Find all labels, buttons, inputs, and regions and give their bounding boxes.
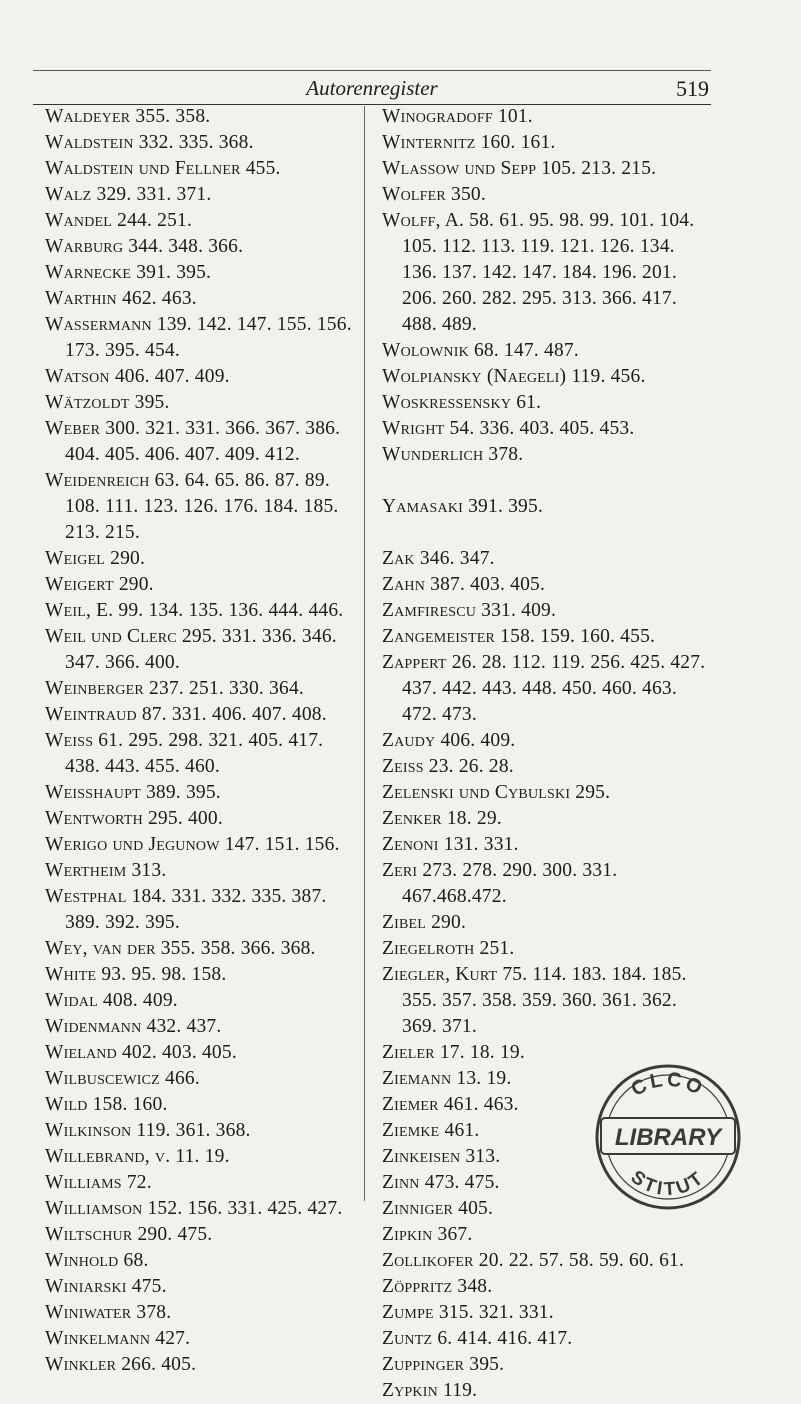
author-name: Zeiss (382, 756, 424, 777)
author-name: Winiarski (45, 1276, 127, 1297)
index-entry (45, 364, 363, 390)
index-entry (382, 338, 712, 364)
author-name: Zangemeister (382, 626, 496, 647)
index-entry (45, 936, 363, 962)
page-references: 119. 361. 368. (136, 1120, 251, 1141)
author-name: Wlassow und Sepp (382, 158, 537, 179)
index-entry (45, 104, 363, 130)
index-entry (45, 468, 363, 546)
author-name: Widenmann (45, 1016, 142, 1037)
author-name: Waldstein und Fellner (45, 158, 241, 179)
index-entry (382, 156, 712, 182)
index-entry (45, 1248, 363, 1274)
index-entry (45, 702, 363, 728)
index-entry (45, 1326, 363, 1352)
page-references: 402. 403. 405. (121, 1042, 237, 1063)
page-references: 237. 251. 330. 364. (149, 678, 304, 699)
page-references: 87. 331. 406. 407. 408. (141, 704, 327, 725)
author-name: Zenoni (382, 834, 439, 855)
page-references: 72. (126, 1172, 152, 1193)
page-references: 68. 147. 487. (473, 340, 579, 361)
index-entry (382, 832, 712, 858)
author-name: Warnecke (45, 262, 132, 283)
page-references: 405. (458, 1198, 494, 1219)
page-references: 290. (431, 912, 467, 933)
page-references: 152. 156. 331. 425. 427. (147, 1198, 343, 1219)
author-name: Weigel (45, 548, 106, 569)
index-entry (382, 182, 712, 208)
index-entry (382, 858, 712, 910)
author-name: Warthin (45, 288, 117, 309)
author-name: Williamson (45, 1198, 143, 1219)
author-name: Wandel (45, 210, 113, 231)
index-entry (382, 598, 712, 624)
author-name: Ziegelroth (382, 938, 475, 959)
author-name: Zuppinger (382, 1354, 465, 1375)
page-references: 18. 29. (446, 808, 502, 829)
index-entry (45, 884, 363, 936)
index-entry (382, 910, 712, 936)
page-references: 160. 161. (480, 132, 556, 153)
page-references: 23. 26. 28. (428, 756, 514, 777)
index-entry (382, 572, 712, 598)
author-name: Zollikofer (382, 1250, 474, 1271)
author-name: Willebrand, v. (45, 1146, 171, 1167)
stamp-top-text: CLCO (627, 1068, 709, 1101)
page-references: 331. 409. (481, 600, 557, 621)
author-name: Zibel (382, 912, 427, 933)
page-references: 17. 18. 19. (439, 1042, 525, 1063)
index-entry (45, 1066, 363, 1092)
page-references: 61. (516, 392, 542, 413)
index-entry (45, 416, 363, 468)
index-entry (45, 780, 363, 806)
page-references: 273. 278. 290. 300. 331. 467.468.472. (402, 860, 618, 907)
author-name: Walz (45, 184, 92, 205)
author-name: Wiltschur (45, 1224, 133, 1245)
index-entry (45, 1144, 363, 1170)
author-name: Wilkinson (45, 1120, 132, 1141)
index-entry (45, 624, 363, 676)
page-references: 350. (451, 184, 486, 205)
index-entry (382, 754, 712, 780)
index-entry (45, 1092, 363, 1118)
author-name: Wieland (45, 1042, 117, 1063)
author-name: Zumpe (382, 1302, 434, 1323)
author-name: Winternitz (382, 132, 476, 153)
author-name: Wertheim (45, 860, 127, 881)
index-entry (45, 546, 363, 572)
library-stamp (593, 1062, 743, 1212)
page-references: 244. 251. (117, 210, 193, 231)
page-references: 300. 321. 331. 366. 367. 386. 404. 405. 406. 407. 409. 412. (65, 418, 341, 465)
author-name: Weil, E. (45, 600, 114, 621)
author-name: Wassermann (45, 314, 152, 335)
author-name: Yamasaki (382, 496, 464, 517)
author-name: Williams (45, 1172, 122, 1193)
page-references: 105. 213. 215. (541, 158, 657, 179)
author-name: Zöppritz (382, 1276, 453, 1297)
index-entry (382, 1274, 712, 1300)
index-column-left (45, 104, 363, 1378)
page-references: 61. 295. 298. 321. 405. 417. 438. 443. 455. 460. (65, 730, 324, 777)
page-references: 266. 405. (121, 1354, 197, 1375)
index-entry (45, 1014, 363, 1040)
page-references: 295. (575, 782, 611, 803)
page-references: 20. 22. 57. 58. 59. 60. 61. (478, 1250, 685, 1271)
page-references: 295. 400. (147, 808, 223, 829)
page-references: 378. (488, 444, 524, 465)
page-references: 406. 407. 409. (114, 366, 230, 387)
page-number: 519 (676, 76, 709, 101)
index-entry (45, 806, 363, 832)
author-name: Weigert (45, 574, 114, 595)
section-gap (382, 520, 712, 546)
author-name: Wey, van der (45, 938, 156, 959)
author-name: Zelenski und Cybulski (382, 782, 571, 803)
page-references: 475. (131, 1276, 167, 1297)
index-entry (382, 442, 712, 468)
section-gap (382, 468, 712, 494)
author-name: White (45, 964, 97, 985)
page-references: 93. 95. 98. 158. (101, 964, 227, 985)
index-entry (382, 364, 712, 390)
author-name: Weinberger (45, 678, 144, 699)
page-references: 119. (442, 1380, 478, 1401)
stamp-center-text: LIBRARY (614, 1124, 722, 1151)
page-references: 461. 463. (443, 1094, 519, 1115)
page-references: 290. (118, 574, 154, 595)
author-name: Wolfer (382, 184, 446, 205)
index-entry (45, 260, 363, 286)
author-name: Ziemke (382, 1120, 440, 1141)
page-references: 378. (136, 1302, 172, 1323)
author-name: Weber (45, 418, 101, 439)
index-entry (45, 676, 363, 702)
index-entry (382, 1300, 712, 1326)
index-entry (382, 728, 712, 754)
author-name: Zenker (382, 808, 442, 829)
author-name: Zieler (382, 1042, 435, 1063)
author-name: Warburg (45, 236, 124, 257)
index-entry (45, 208, 363, 234)
author-name: Weidenreich (45, 470, 150, 491)
author-name: Weisshaupt (45, 782, 141, 803)
page-references: 355. 358. 366. 368. (160, 938, 316, 959)
index-entry (45, 598, 363, 624)
page-references: 119. 456. (571, 366, 646, 387)
index-entry (382, 1352, 712, 1378)
author-name: Winkelmann (45, 1328, 151, 1349)
author-name: Wolpiansky (Naegeli) (382, 366, 567, 387)
page-references: 427. (155, 1328, 191, 1349)
author-name: Ziemer (382, 1094, 439, 1115)
page-references: 389. 395. (145, 782, 221, 803)
running-head: Autorenregister (306, 76, 438, 100)
page-references: 63. 64. 65. 86. 87. 89. 108. 111. 123. 126. 176. 184. 185. 213. 215. (65, 470, 339, 543)
page-references: 391. 395. (136, 262, 212, 283)
index-entry (382, 1248, 712, 1274)
index-entry (382, 624, 712, 650)
index-entry (45, 962, 363, 988)
page-references: 295. 331. 336. 346. 347. 366. 400. (65, 626, 337, 673)
author-name: Waldstein (45, 132, 134, 153)
page-references: 6. 414. 416. 417. (437, 1328, 573, 1349)
index-entry (45, 286, 363, 312)
author-name: Zeri (382, 860, 418, 881)
page-references: 11. 19. (175, 1146, 230, 1167)
index-entry (45, 1170, 363, 1196)
index-entry (45, 858, 363, 884)
page-references: 313. (131, 860, 167, 881)
author-name: Watson (45, 366, 110, 387)
author-name: Zahn (382, 574, 426, 595)
author-name: Zappert (382, 652, 447, 673)
page-references: 408. 409. (102, 990, 178, 1011)
index-entry (382, 1326, 712, 1352)
author-name: Winogradoff (382, 106, 493, 127)
page-references: 355. 358. (135, 106, 211, 127)
page-references: 68. (123, 1250, 149, 1271)
index-entry (382, 546, 712, 572)
author-name: Wätzoldt (45, 392, 130, 413)
page-references: 406. 409. (440, 730, 516, 751)
page-references: 387. 403. 405. (430, 574, 546, 595)
index-entry (382, 1378, 712, 1404)
author-name: Weiss (45, 730, 94, 751)
page-references: 432. 437. (146, 1016, 222, 1037)
index-entry (382, 390, 712, 416)
author-name: Ziemann (382, 1068, 452, 1089)
index-entry (382, 130, 712, 156)
author-name: Zuntz (382, 1328, 433, 1349)
page-references: 290. (110, 548, 146, 569)
author-name: Werigo und Jegunow (45, 834, 220, 855)
index-entry (382, 1222, 712, 1248)
author-name: Widal (45, 990, 98, 1011)
index-entry (45, 156, 363, 182)
index-entry (45, 130, 363, 156)
top-rule (33, 70, 711, 71)
author-name: Winiwater (45, 1302, 132, 1323)
page-references: 313. (465, 1146, 501, 1167)
author-name: Zypkin (382, 1380, 438, 1401)
page-references: 131. 331. (443, 834, 519, 855)
page-references: 346. 347. (419, 548, 495, 569)
page-references: 473. 475. (424, 1172, 500, 1193)
page-references: 344. 348. 366. (128, 236, 244, 257)
index-entry (45, 234, 363, 260)
index-entry (45, 988, 363, 1014)
page-references: 99. 134. 135. 136. 444. 446. (118, 600, 344, 621)
page-references: 290. 475. (137, 1224, 213, 1245)
page-references: 139. 142. 147. 155. 156. 173. 395. 454. (65, 314, 352, 361)
page-references: 367. (437, 1224, 473, 1245)
index-entry (45, 1352, 363, 1378)
page-references: 329. 331. 371. (96, 184, 212, 205)
page-references: 184. 331. 332. 335. 387. 389. 392. 395. (65, 886, 327, 933)
index-entry (45, 832, 363, 858)
page-references: 455. (245, 158, 281, 179)
author-name: Wild (45, 1094, 88, 1115)
index-entry (45, 1196, 363, 1222)
author-name: Zak (382, 548, 415, 569)
index-entry (45, 572, 363, 598)
page-references: 391. 395. (468, 496, 544, 517)
index-entry (45, 312, 363, 364)
index-entry (45, 1222, 363, 1248)
index-entry (382, 416, 712, 442)
author-name: Winhold (45, 1250, 119, 1271)
index-entry (45, 182, 363, 208)
page-references: 13. 19. (456, 1068, 512, 1089)
author-name: Weil und Clerc (45, 626, 177, 647)
author-name: Zinniger (382, 1198, 454, 1219)
author-name: Ziegler, Kurt (382, 964, 498, 985)
page-references: 75. 114. 183. 184. 185. 355. 357. 358. 359. 360. 361. 362. 369. 371. (402, 964, 687, 1037)
author-name: Westphal (45, 886, 127, 907)
page-references: 466. (165, 1068, 200, 1089)
index-entry (45, 1118, 363, 1144)
stamp-bottom-text: STITUT (626, 1166, 710, 1201)
author-name: Wentworth (45, 808, 143, 829)
index-entry (45, 390, 363, 416)
page-references: 332. 335. 368. (138, 132, 254, 153)
author-name: Zinn (382, 1172, 420, 1193)
author-name: Wilbuscewicz (45, 1068, 160, 1089)
index-entry (382, 650, 712, 728)
index-entry (382, 780, 712, 806)
index-entry (45, 1274, 363, 1300)
page-references: 395. (469, 1354, 505, 1375)
author-name: Zamfirescu (382, 600, 477, 621)
author-name: Zinkeisen (382, 1146, 461, 1167)
page-references: 315. 321. 331. (438, 1302, 554, 1323)
index-entry (382, 806, 712, 832)
author-name: Woskressensky (382, 392, 512, 413)
page-references: 26. 28. 112. 119. 256. 425. 427. 437. 442. 443. 448. 450. 460. 463. 472. 473. (402, 652, 706, 725)
author-name: Weintraud (45, 704, 137, 725)
page-references: 348. (457, 1276, 493, 1297)
author-name: Wolownik (382, 340, 469, 361)
column-divider (364, 106, 365, 1201)
page-references: 158. 159. 160. 455. (500, 626, 656, 647)
page-references: 462. 463. (121, 288, 197, 309)
index-entry (382, 208, 712, 338)
page-references: 461. (444, 1120, 480, 1141)
page-references: 251. (479, 938, 515, 959)
index-entry (382, 104, 712, 130)
author-name: Wunderlich (382, 444, 484, 465)
index-entry (382, 494, 712, 520)
author-name: Zaudy (382, 730, 436, 751)
page-references: 101. (497, 106, 533, 127)
index-entry (45, 728, 363, 780)
index-entry (382, 962, 712, 1040)
index-entry (45, 1300, 363, 1326)
author-name: Waldeyer (45, 106, 131, 127)
author-name: Wolff, A. (382, 210, 465, 231)
page-header (33, 76, 711, 102)
page-references: 158. 160. (92, 1094, 168, 1115)
page-references: 395. (134, 392, 170, 413)
author-name: Winkler (45, 1354, 117, 1375)
page-references: 58. 61. 95. 98. 99. 101. 104. 105. 112. 113. 119. 121. 126. 134. 136. 137. 142. 147. 184. 196. 201. 206. 260. 282. 295. 313. 366. 417. 488. 489. (402, 210, 695, 335)
index-entry (45, 1040, 363, 1066)
index-entry (382, 936, 712, 962)
author-name: Wright (382, 418, 445, 439)
page-references: 147. 151. 156. (224, 834, 340, 855)
author-name: Zipkin (382, 1224, 433, 1245)
page-references: 54. 336. 403. 405. 453. (449, 418, 635, 439)
